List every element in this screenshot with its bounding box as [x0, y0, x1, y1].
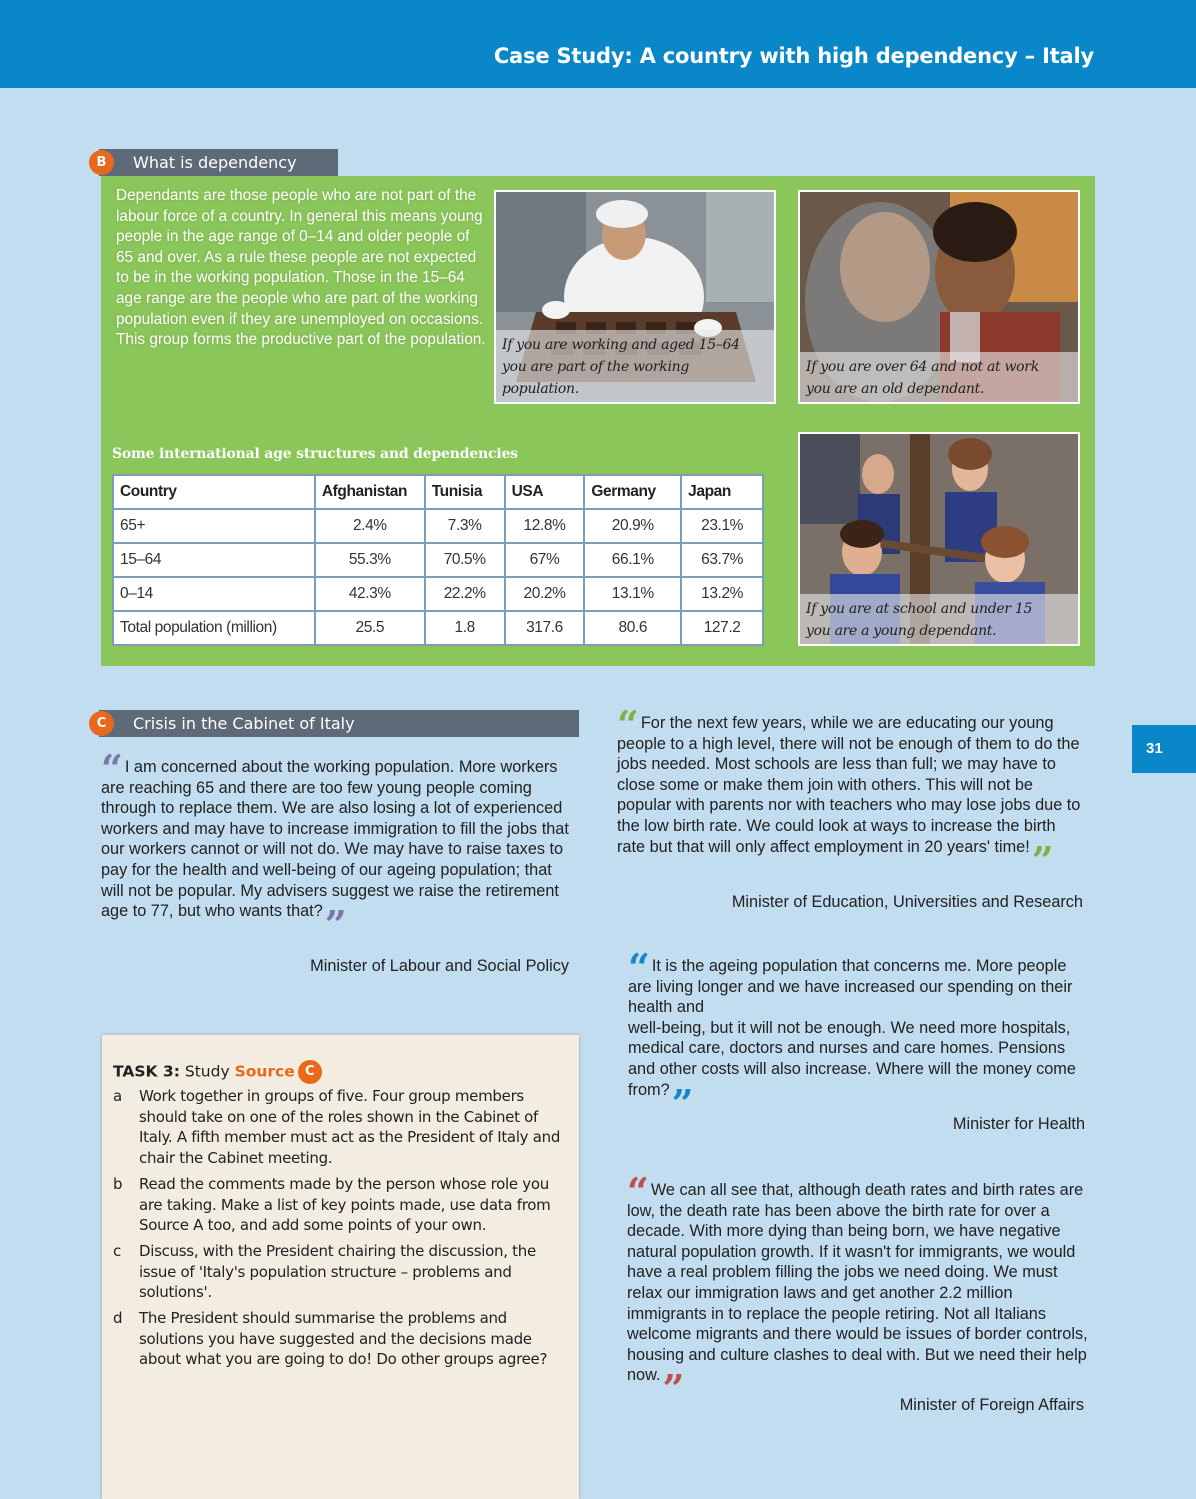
table-cell: 20.2% [505, 577, 585, 611]
page-number: 31 [1132, 725, 1196, 773]
table-cell: 42.3% [315, 577, 425, 611]
table-row [113, 577, 763, 611]
quote-attribution: Minister of Foreign Affairs [899, 1396, 1084, 1414]
table-cell: 317.6 [505, 611, 585, 645]
photo-young-caption: If you are at school and under 15 you are a young dependant. [800, 594, 1078, 644]
quote-text: well-being, but it will not be enough. We need more hospitals, medical care, doctors and nurses and care homes. Pensions and other costs will also increase. Where will the money come from? [628, 1018, 1076, 1099]
table-header-cell: USA [505, 475, 585, 509]
table-cell: 1.8 [425, 611, 505, 645]
quote-attribution: Minister of Labour and Social Policy [310, 957, 569, 975]
open-quote-icon: “ [628, 945, 646, 990]
table-cell: 23.1% [681, 509, 763, 543]
section-b-heading [96, 149, 338, 176]
close-quote-icon: ” [671, 1080, 690, 1126]
task-item-text: Read the comments made by the person whose role you are taking. Make a list of key points made, use data from Source A too, and add some points of your own. [139, 1175, 551, 1235]
photo-worker [494, 190, 776, 404]
table-header-cell: Tunisia [425, 475, 505, 509]
task-item-letter: d [113, 1309, 123, 1327]
table-cell: 63.7% [681, 543, 763, 577]
section-c-badge: C [89, 711, 114, 736]
section-b-title: What is dependency [133, 153, 297, 172]
task-item [113, 1086, 569, 1168]
table-cell: 12.8% [505, 509, 585, 543]
table-cell: 80.6 [584, 611, 681, 645]
task-source: Source [234, 1062, 295, 1081]
dependency-intro: Dependants are those people who are not part of the labour force of a country. In general this means young people in the age range of 0–14 and older people of 65 and over. As a rule these people are not expected to be in the working population. Those in the 15–64 age range are the people who are part of the working population even if they are unemployed on occasions. This group forms the productive part of the population. [116, 187, 486, 349]
task-item-text: The President should summarise the problems and solutions you have suggested and the decisions made about what you are going to do! Do other groups agree? [139, 1309, 548, 1369]
task-item [113, 1174, 569, 1236]
table-header-cell: Germany [584, 475, 681, 509]
quote-text: It is the ageing population that concerns me. More people are living longer and we have increased our spending on their health and [628, 957, 1073, 1017]
table-header-cell: Country [113, 475, 315, 509]
table-cell: 2.4% [315, 509, 425, 543]
task-item-text: Work together in groups of five. Four group members should take on one of the roles shown in the Cabinet of Italy. A fifth member must act as the President of Italy and chair the Cabinet meeting. [139, 1087, 561, 1167]
table-cell: 127.2 [681, 611, 763, 645]
table-header-cell: Afghanistan [315, 475, 425, 509]
quote-education [617, 702, 1087, 883]
table-cell: 20.9% [584, 509, 681, 543]
task-item-text: Discuss, with the President chairing the discussion, the issue of 'Italy's population structure – problems and solutions'. [139, 1242, 536, 1302]
table-cell: 55.3% [315, 543, 425, 577]
table-cell: 15–64 [113, 543, 315, 577]
quote-attribution: Minister for Health [952, 1115, 1085, 1133]
quote-labour [101, 746, 571, 948]
table-cell: 70.5% [425, 543, 505, 577]
task-item [113, 1241, 569, 1303]
task-item-letter: b [113, 1175, 123, 1193]
table-cell: 67% [505, 543, 585, 577]
photo-young-dependant [798, 432, 1080, 646]
photo-worker-caption: If you are working and aged 15–64 you are part of the working population. [496, 330, 774, 402]
photo-old-caption: If you are over 64 and not at work you are an old dependant. [800, 352, 1078, 402]
quote-text: We can all see that, although death rates and birth rates are low, the death rate has been above the birth rate for over a decade. With more dying than being born, we have negative natural population growth. If it wasn't for immigrants, we would have a real problem filling the jobs we need doing. We must relax our immigration laws and get another 2.2 million immigrants in to replace the people retiring. Not all Italians welcome migrants and there would be issues of border controls, housing and culture clashes to deal with. But we need their help now. [627, 1181, 1088, 1385]
task-source-badge: C [298, 1060, 322, 1084]
age-structure-table [112, 474, 764, 646]
quote-text: For the next few years, while we are educating our young people to a high level, there will not be enough of them to do the jobs needed. Most schools are less than full; we may have to close some or make them join with others. This will not be popular with parents nor with teachers who may lose jobs due to the low birth rate. We could look at ways to increase the birth rate but that will only affect employment in 20 years' time! [617, 714, 1081, 856]
table-cell: 65+ [113, 509, 315, 543]
table-cell: Total population (million) [113, 611, 315, 645]
photo-old-dependant [798, 190, 1080, 404]
quote-attribution: Minister of Education, Universities and Research [731, 893, 1083, 911]
page-title: Case Study: A country with high dependency – Italy [493, 44, 1094, 68]
close-quote-icon: ” [662, 1366, 681, 1412]
table-title: Some international age structures and dependencies [112, 446, 518, 462]
header-bar [0, 0, 1196, 88]
section-b-badge: B [89, 150, 114, 175]
task-study: Study [184, 1062, 230, 1081]
open-quote-icon: “ [617, 702, 635, 747]
table-cell: 7.3% [425, 509, 505, 543]
task-title [113, 1060, 322, 1084]
table-cell: 25.5 [315, 611, 425, 645]
table-row [113, 543, 763, 577]
table-header-cell: Japan [681, 475, 763, 509]
quote-text: I am concerned about the working population. More workers are reaching 65 and there are too few young people coming through to replace them. We are also losing a lot of experienced workers and may have to increase immigration to fill the jobs that our workers cannot or will not do. We may have to raise taxes to pay for the health and well-being of our ageing population; that will not be popular. My advisers suggest we raise the retirement age to 77, but who wants that? [101, 758, 569, 921]
section-c-heading [96, 710, 579, 737]
table-cell: 0–14 [113, 577, 315, 611]
table-cell: 66.1% [584, 543, 681, 577]
task-item [113, 1308, 569, 1370]
table-row [113, 611, 763, 645]
task-item-letter: a [113, 1087, 122, 1105]
table-header-row [113, 475, 763, 509]
task-label: TASK 3: [113, 1062, 180, 1081]
table-cell: 13.2% [681, 577, 763, 611]
open-quote-icon: “ [101, 746, 119, 791]
section-c-title: Crisis in the Cabinet of Italy [133, 714, 355, 733]
open-quote-icon: “ [627, 1169, 645, 1214]
table-cell: 22.2% [425, 577, 505, 611]
task-item-letter: c [113, 1242, 121, 1260]
table-cell: 13.1% [584, 577, 681, 611]
close-quote-icon: ” [1031, 837, 1050, 883]
close-quote-icon: ” [324, 902, 343, 948]
table-row [113, 509, 763, 543]
